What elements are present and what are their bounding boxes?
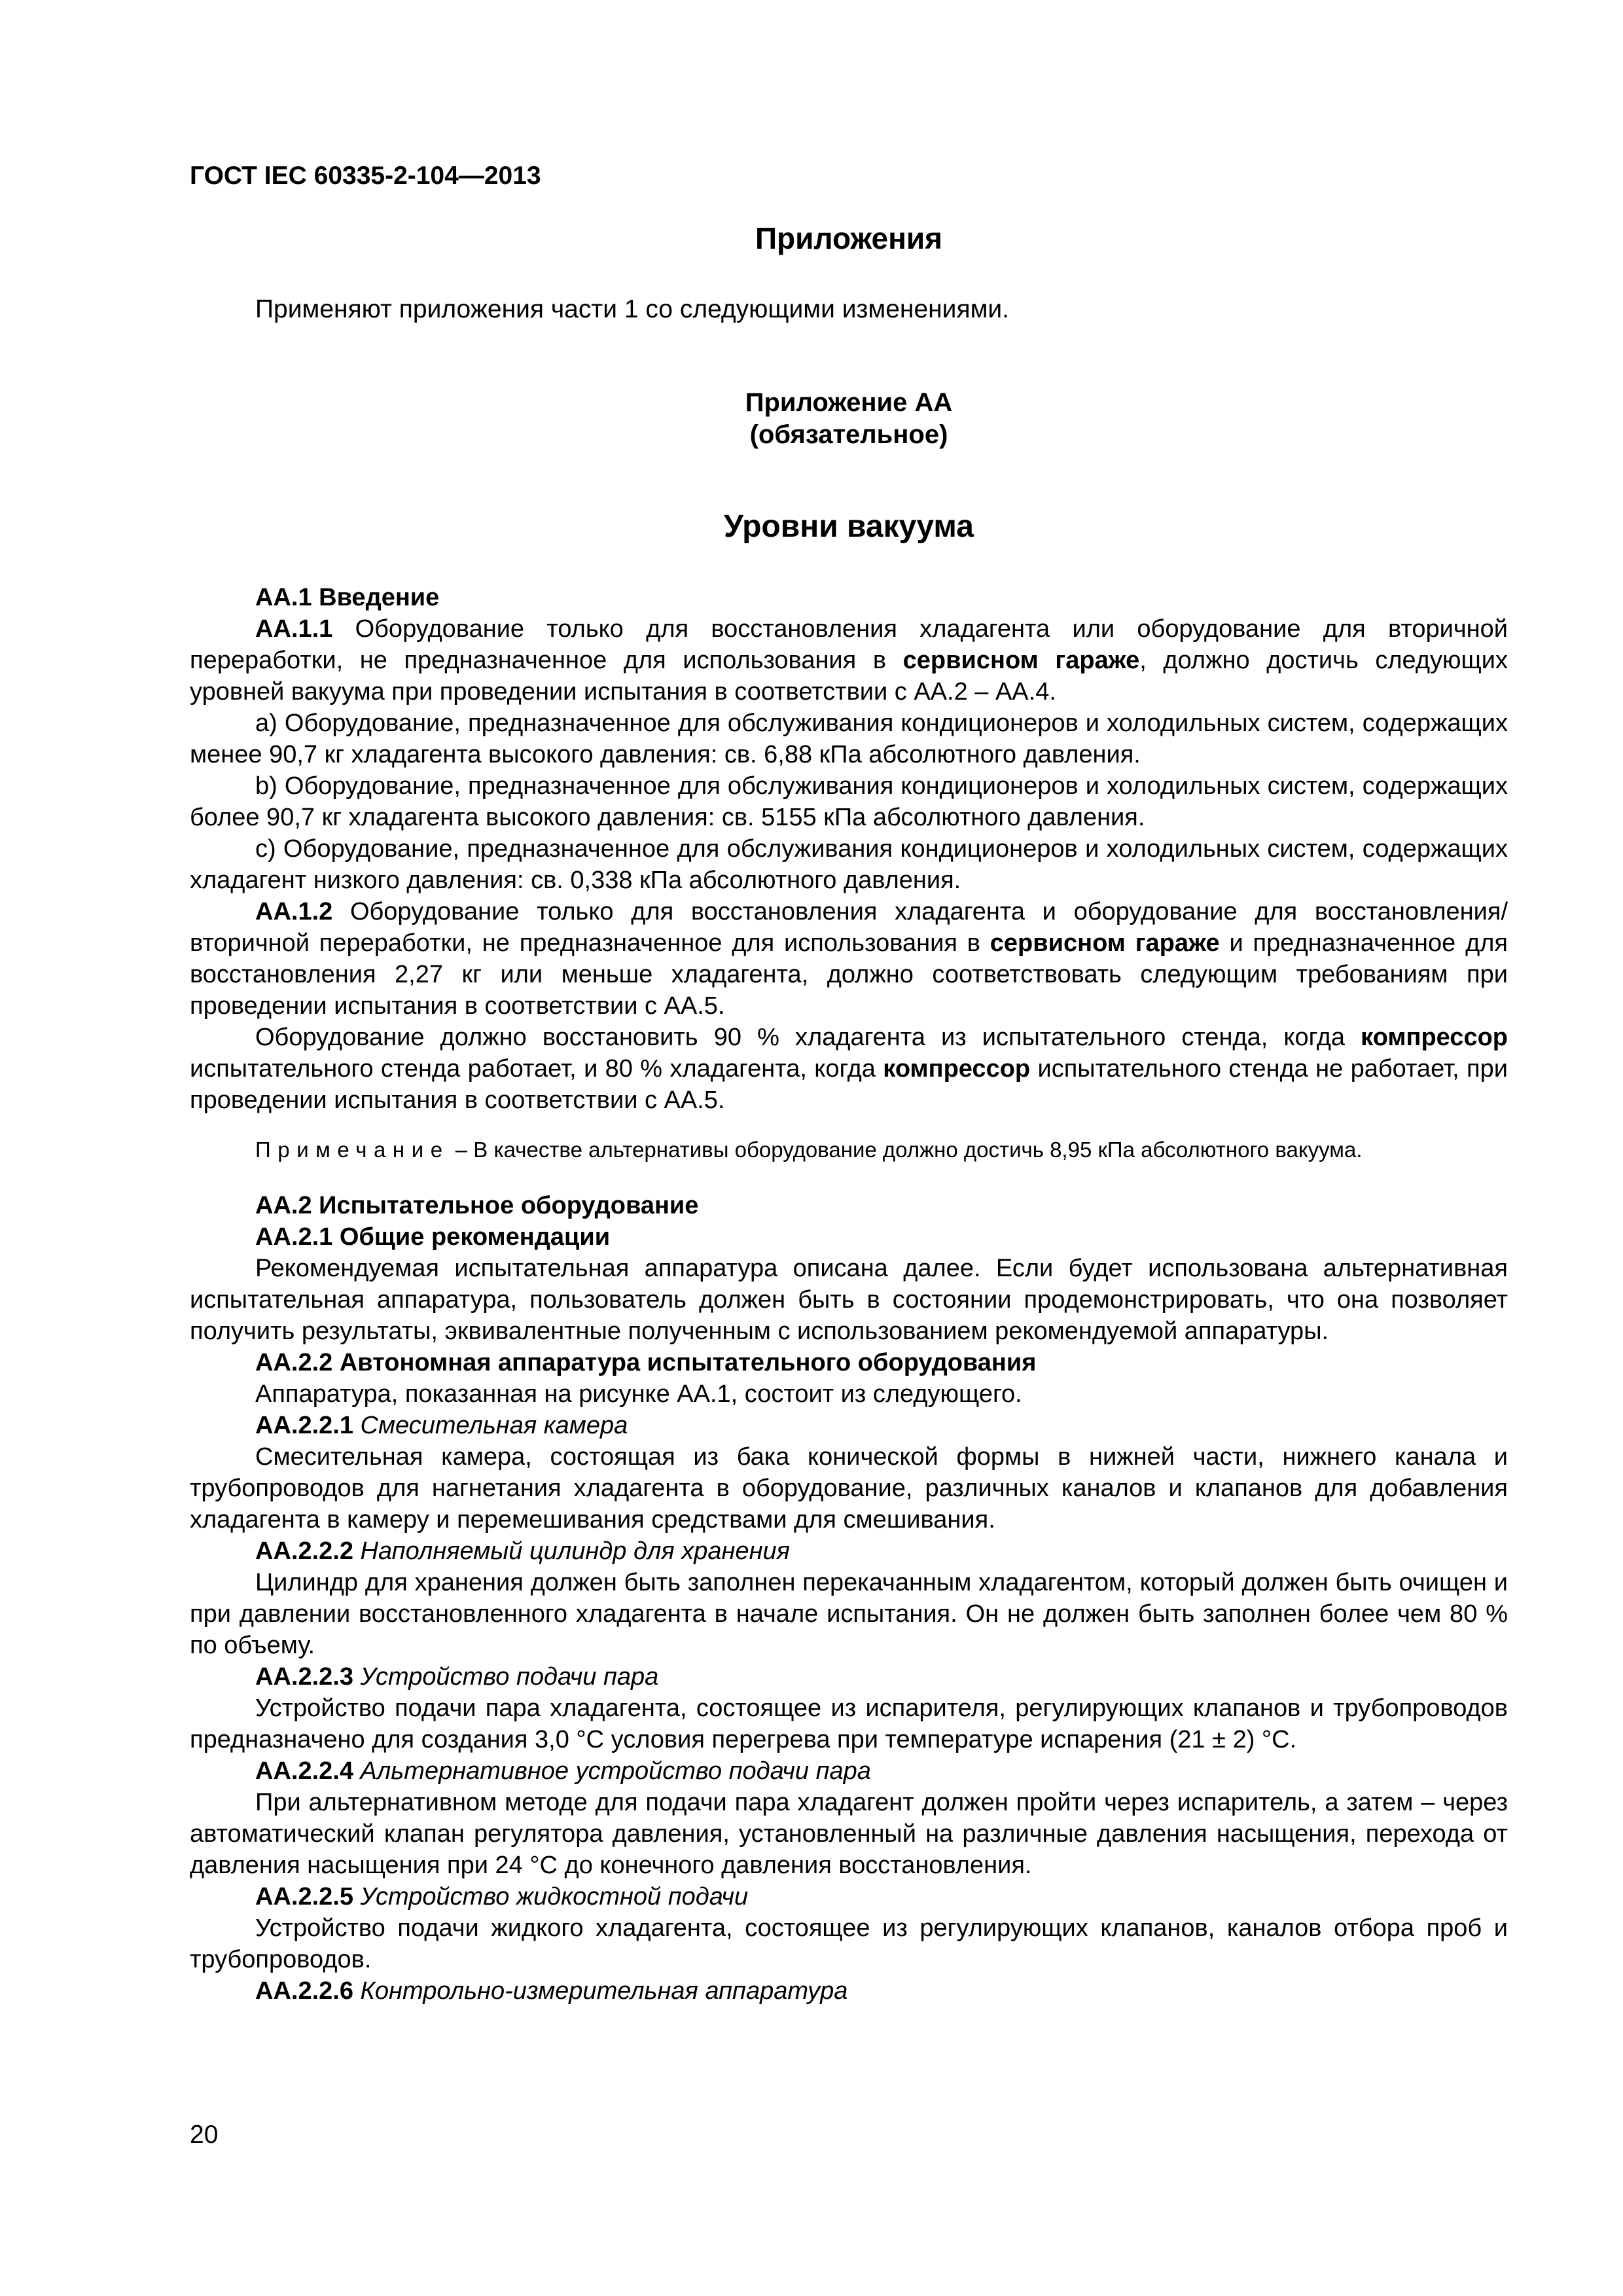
- text-run: АА.2 Испытательное оборудование: [255, 1192, 699, 1219]
- paragraph: [190, 1253, 1508, 1347]
- text-run: Устройство жидкостной подачи: [360, 1883, 749, 1910]
- paragraph: [190, 1378, 1508, 1410]
- text-run: АА.2.2.5: [255, 1883, 361, 1910]
- text-run: АА.2.2.3: [255, 1663, 361, 1691]
- paragraph: [190, 582, 1508, 613]
- paragraph: [190, 1661, 1508, 1693]
- text-run: a) Оборудование, предназначенное для обслуживания кондиционеров и холодильных систем, содержащих менее 90,7 кг хладагента высокого давления: св. 6,88 кПа абсолютного давления.: [190, 709, 1508, 768]
- paragraph: [190, 1190, 1508, 1221]
- text-run: Устройство подачи жидкого хладагента, состоящее из регулирующих клапанов, каналов отбора проб и трубопроводов.: [190, 1914, 1508, 1973]
- text-run: Цилиндр для хранения должен быть заполнен перекачанным хладагентом, который должен быть очищен и при давлении восстановленного хладагента в начале испытания. Он не должен быть заполнен более чем 80 % по объему.: [190, 1569, 1508, 1659]
- text-run: Смесительная камера: [360, 1412, 628, 1439]
- text-run: Аппаратура, показанная на рисунке АА.1, состоит из следующего.: [255, 1380, 1022, 1408]
- text-run: АА.2.2.2: [255, 1537, 361, 1565]
- text-run: АА.2.2.6: [255, 1977, 361, 2005]
- document-header: ГОСТ IEC 60335-2-104—2013: [190, 162, 541, 190]
- paragraph: [190, 1022, 1508, 1116]
- paragraph: [190, 1567, 1508, 1661]
- paragraph: [190, 770, 1508, 833]
- paragraph: [190, 613, 1508, 708]
- paragraph: [190, 896, 1508, 1022]
- text-run: Устройство подачи пара: [360, 1663, 659, 1691]
- text-run: Оборудование только для восстановления хладагента или оборудование для вторичной переработки, не предназначенное для использования в: [190, 615, 1508, 674]
- paragraph: [190, 1221, 1508, 1253]
- text-run: Контрольно-измерительная аппаратура: [360, 1977, 848, 2005]
- text-run: компрессор: [1361, 1024, 1508, 1051]
- annex-heading: Уровни вакуума: [724, 509, 974, 544]
- paragraph: [190, 1881, 1508, 1912]
- text-run: и предназначенное для восстановления 2,27 кг или меньше хладагента, должно соответствовать следующим требованиям при проведении испытания в соответствии с АА.5.: [190, 929, 1508, 1020]
- note-paragraph: [190, 1136, 1508, 1164]
- paragraph: [190, 833, 1508, 896]
- text-run: b) Оборудование, предназначенное для обслуживания кондиционеров и холодильных систем, содержащих более 90,7 кг хладагента высокого давления: св. 5155 кПа абсолютного давления.: [190, 772, 1508, 831]
- text-run: АА.2.2.1: [255, 1412, 361, 1439]
- document-body: [190, 582, 1508, 2007]
- paragraph: [190, 1912, 1508, 1975]
- paragraph: [190, 1693, 1508, 1755]
- text-run: АА.1 Введение: [255, 584, 440, 611]
- text-run: Рекомендуемая испытательная аппаратура описана далее. Если будет использована альтернативная испытательная аппаратура, пользователь должен быть в состоянии продемонстрировать, что она позволяет получить результаты, эквивалентные полученным с использованием рекомендуемой аппаратуры.: [190, 1255, 1508, 1345]
- text-run: c) Оборудование, предназначенное для обслуживания кондиционеров и холодильных систем, содержащих хладагент низкого давления: св. 0,338 кПа абсолютного давления.: [190, 835, 1508, 894]
- text-run: – В качестве альтернативы оборудование должно достичь 8,95 кПа абсолютного вакуума.: [449, 1138, 1363, 1162]
- page-number: 20: [190, 2121, 219, 2149]
- text-run: Примечание: [255, 1138, 450, 1162]
- page-content: [190, 160, 1508, 2007]
- paragraph: [190, 1410, 1508, 1441]
- text-run: АА.2.1 Общие рекомендации: [255, 1223, 611, 1251]
- text-run: Устройство подачи пара хладагента, состоящее из испарителя, регулирующих клапанов и трубопроводов предназначено для создания 3,0 °С условия перегрева при температуре испарения (21 ± 2) °С.: [190, 1695, 1508, 1753]
- text-run: Альтернативное устройство подачи пара: [360, 1757, 871, 1785]
- text-run: сервисном гараже: [902, 647, 1140, 674]
- text-run: Смесительная камера, состоящая из бака конической формы в нижней части, нижнего канала и трубопроводов для нагнетания хладагента в оборудование, различных каналов и клапанов для добавления хладагента в камеру и перемешивания средствами для смешивания.: [190, 1443, 1508, 1534]
- annex-kind: (обязательное): [749, 420, 948, 449]
- paragraph: [190, 1975, 1508, 2007]
- text-run: АА.1.2: [255, 898, 350, 925]
- paragraph: [190, 1441, 1508, 1535]
- text-run: сервисном гараже: [990, 929, 1220, 957]
- paragraph: [190, 708, 1508, 770]
- text-run: АА.1.1: [255, 615, 355, 643]
- annex-label: Приложение АА: [745, 388, 953, 417]
- paragraph: [190, 1347, 1508, 1378]
- text-run: Оборудование только для восстановления хладагента и оборудование для восстановления/вторичной переработки, не предназначенное для использования в: [190, 898, 1508, 957]
- text-run: Наполняемый цилиндр для хранения: [360, 1537, 790, 1565]
- text-run: компрессор: [883, 1055, 1031, 1083]
- intro-paragraph: Применяют приложения части 1 со следующими изменениями.: [255, 295, 1010, 323]
- text-run: испытательного стенда не работает, при проведении испытания в соответствии с АА.5.: [190, 1055, 1508, 1114]
- paragraph: [190, 1787, 1508, 1881]
- text-run: испытательного стенда работает, и 80 % хладагента, когда: [190, 1055, 883, 1083]
- annex-title: [190, 387, 1508, 451]
- text-run: При альтернативном методе для подачи пара хладагент должен пройти через испаритель, а затем – через автоматический клапан регулятора давления, установленный на различные давления насыщения, перехода от давления насыщения при 24 °С до конечного давления восстановления.: [190, 1789, 1508, 1879]
- text-run: АА.2.2 Автономная аппаратура испытательного оборудования: [255, 1349, 1037, 1376]
- text-run: Оборудование должно восстановить 90 % хладагента из испытательного стенда, когда: [255, 1024, 1361, 1051]
- text-run: АА.2.2.4: [255, 1757, 361, 1785]
- paragraph: [190, 1535, 1508, 1567]
- text-run: , должно достичь следующих уровней вакуума при проведении испытания в соответствии с АА.2 – АА.4.: [190, 647, 1508, 706]
- appendices-title: Приложения: [755, 221, 943, 255]
- paragraph: [190, 1755, 1508, 1787]
